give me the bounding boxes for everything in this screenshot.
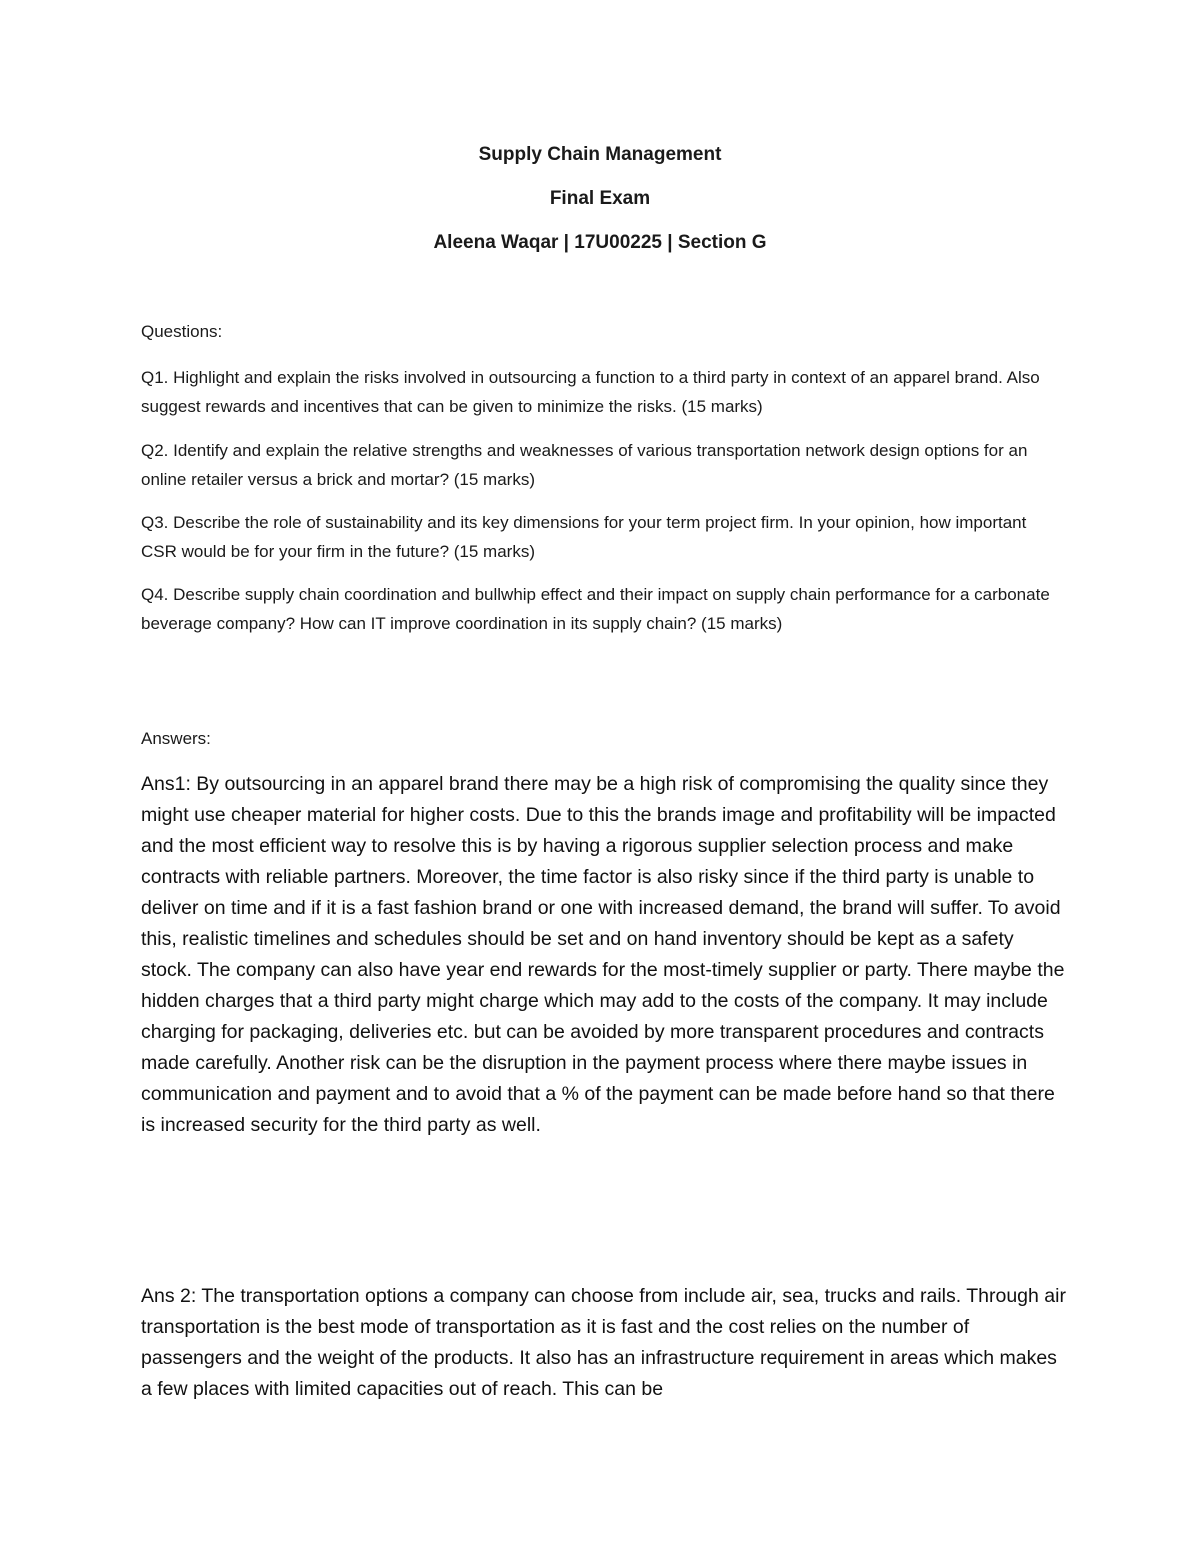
document-subtitle: Final Exam <box>549 188 651 209</box>
question-4: Q4. Describe supply chain coordination and bullwhip effect and their impact on supply chain performance for a carbonate beverage company? How can IT improve coordination in its supply chain? (15 marks) <box>141 585 1050 633</box>
questions-heading: Questions: <box>141 322 223 341</box>
document-title: Supply Chain Management <box>478 144 722 165</box>
question-3: Q3. Describe the role of sustainability and its key dimensions for your term project firm. In your opinion, how important CSR would be for your firm in the future? (15 marks) <box>141 513 1027 561</box>
question-2: Q2. Identify and explain the relative strengths and weaknesses of various transportation network design options for an online retailer versus a brick and mortar? (15 marks) <box>141 441 1028 489</box>
answer-2: Ans 2: The transportation options a company can choose from include air, sea, trucks and rails. Through air transportation is the best mode of transportation as it is fast and the cost relies on the number of passengers and the weight of the products. It also has an infrastructure requirement in areas which makes a few places with limited capacities out of reach. This can be <box>141 1285 1066 1400</box>
author-line: Aleena Waqar | 17U00225 | Section G <box>433 232 767 253</box>
answers-heading: Answers: <box>141 729 211 748</box>
answer-1: Ans1: By outsourcing in an apparel brand there may be a high risk of compromising the quality since they might use cheaper material for higher costs. Due to this the brands image and profitability will be impacted and the most efficient way to resolve this is by having a rigorous supplier selection process and make contracts with reliable partners. Moreover, the time factor is also risky since if the third party is unable to deliver on time and if it is a fast fashion brand or one with increased demand, the brand will suffer. To avoid this, realistic timelines and schedules should be set and on hand inventory should be kept as a safety stock. The company can also have year end rewards for the most-timely supplier or party. There maybe the hidden charges that a third party might charge which may add to the costs of the company. It may include charging for packaging, deliveries etc. but can be avoided by more transparent procedures and contracts made carefully. Another risk can be the disruption in the payment process where there maybe issues in communication and payment and to avoid that a % of the payment can be made before hand so that there is increased security for the third party as well. <box>141 773 1065 1136</box>
question-1: Q1. Highlight and explain the risks involved in outsourcing a function to a third party in context of an apparel brand. Also suggest rewards and incentives that can be given to minimize the risks. (15 marks) <box>141 368 1040 416</box>
